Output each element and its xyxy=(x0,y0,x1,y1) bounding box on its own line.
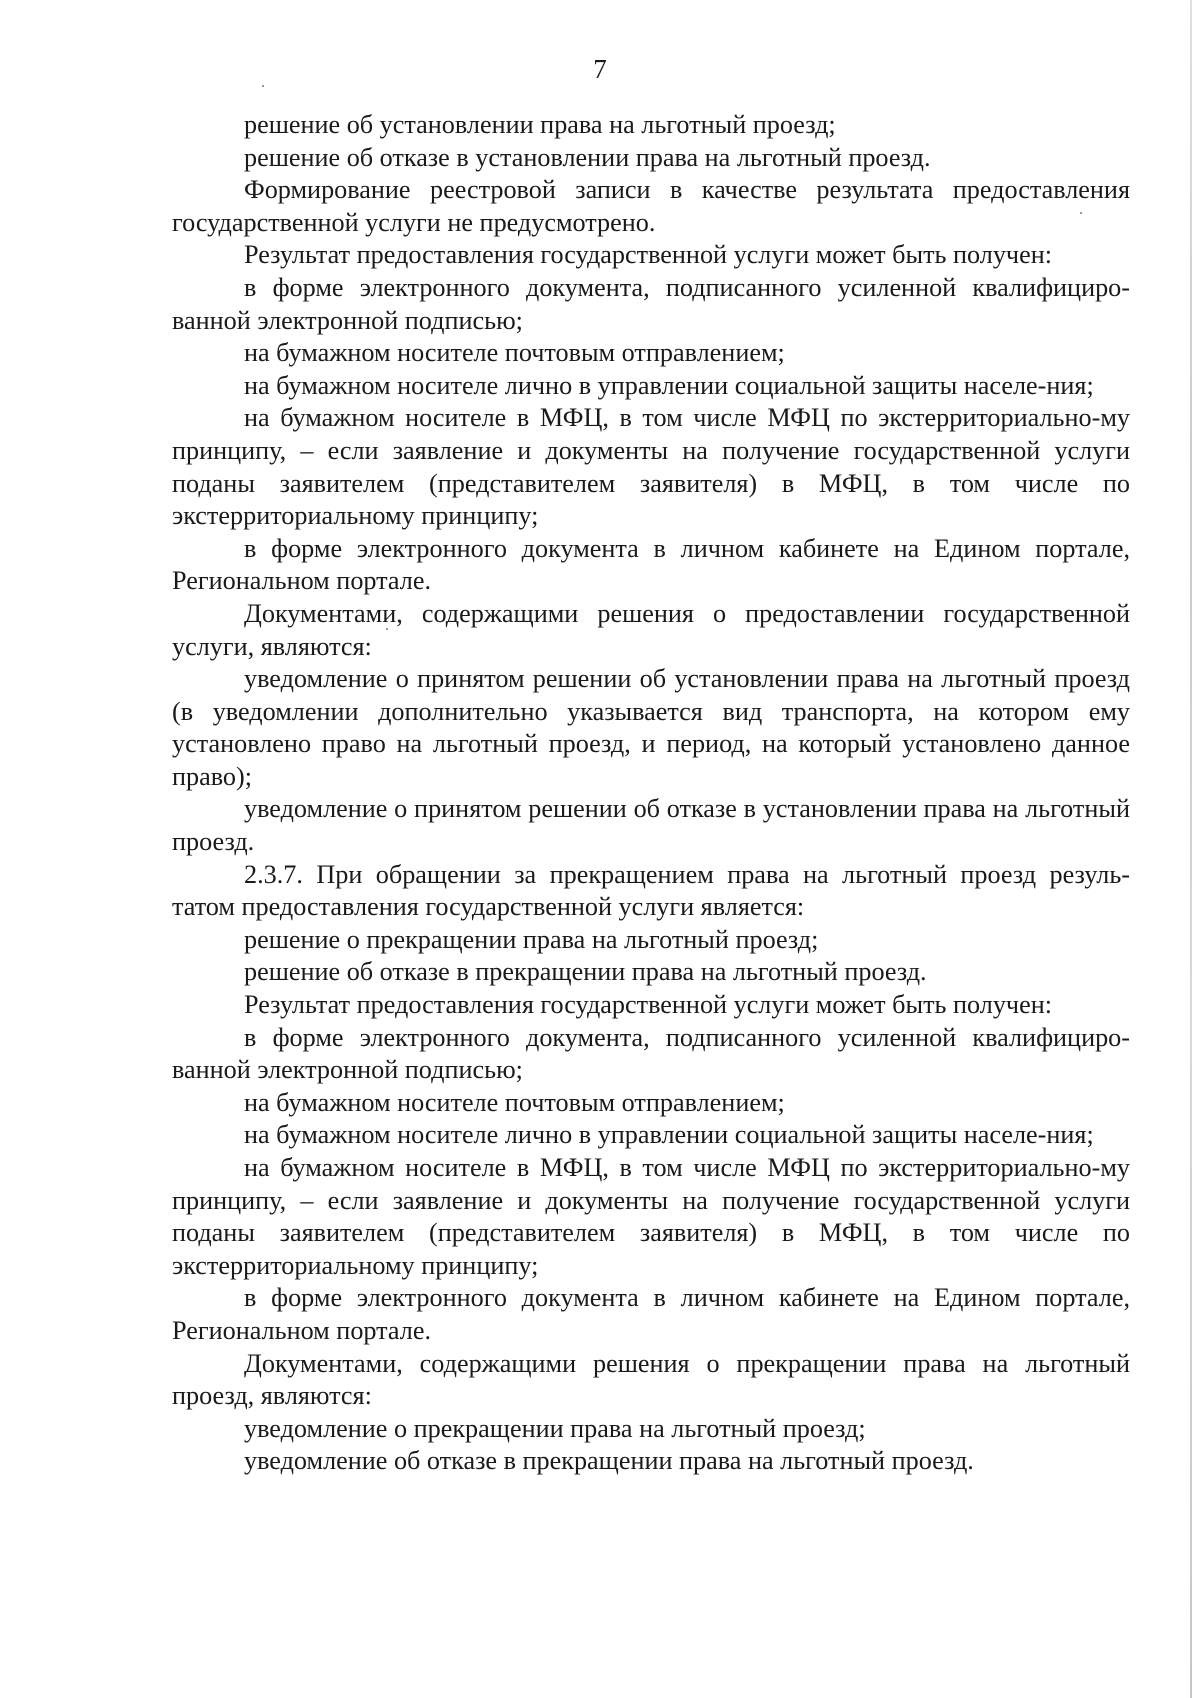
paragraph: Документами, содержащими решения о предоставлении государственной услуги, являются: xyxy=(172,598,1130,661)
paragraph: на бумажном носителе лично в управлении социальной защиты населе-ния; xyxy=(244,1120,1094,1150)
paragraph: на бумажном носителе лично в управлении социальной защиты населе-ния; xyxy=(244,370,1094,400)
paragraph: решение об отказе в прекращении права на льготный проезд. xyxy=(244,957,927,987)
paragraph: Результат предоставления государственной услуги может быть получен: xyxy=(244,990,1053,1020)
paragraph: на бумажном носителе почтовым отправлением; xyxy=(244,338,785,368)
page-number: 7 xyxy=(593,54,607,84)
section-paragraph-2-3-7: 2.3.7. При обращении за прекращением права на льготный проезд резуль-татом предоставления государственной услуги является: xyxy=(172,859,1130,922)
paragraph: в форме электронного документа, подписанного усиленной квалифициро-ванной электронной подписью; xyxy=(172,272,1130,335)
paragraph: уведомление о принятом решении об установлении права на льготный проезд (в уведомлении дополнительно указывается вид транспорта, на котором ему установлено право на льготный проезд, и период, на который установлено данное право); xyxy=(172,664,1130,791)
paragraph: в форме электронного документа в личном кабинете на Едином портале, Региональном портале. xyxy=(172,533,1130,596)
paragraph: Формирование реестровой записи в качестве результата предоставления государственной услуги не предусмотрено. xyxy=(172,175,1130,237)
paragraph: решение об установлении права на льготный проезд; xyxy=(244,110,836,139)
paragraph: уведомление об отказе в прекращении права на льготный проезд. xyxy=(244,1446,974,1476)
paragraph: на бумажном носителе в МФЦ, в том числе МФЦ по экстерриториально-му принципу, – если заявление и документы на получение государственной услуги поданы заявителем (представителем заявителя) в МФЦ, в том числе по экстерриториальному принципу; xyxy=(172,1153,1130,1280)
paragraph: уведомление о прекращении права на льготный проезд; xyxy=(244,1413,866,1443)
paragraph: на бумажном носителе почтовым отправлением; xyxy=(244,1087,785,1117)
paragraph: уведомление о принятом решении об отказе в установлении права на льготный проезд. xyxy=(172,794,1130,857)
paragraph: в форме электронного документа в личном кабинете на Едином портале, Региональном портале. xyxy=(172,1283,1130,1345)
scan-edge-shadow xyxy=(1190,0,1192,1698)
paragraph: решение об отказе в установлении права на льготный проезд. xyxy=(244,142,931,172)
paragraph: Документами, содержащими решения о прекращении права на льготный проезд, являются: xyxy=(172,1348,1130,1411)
paragraph: в форме электронного документа, подписанного усиленной квалифициро-ванной электронной подписью; xyxy=(172,1022,1130,1085)
paragraph: на бумажном носителе в МФЦ, в том числе МФЦ по экстерриториально-му принципу, – если заявление и документы на получение государственной услуги поданы заявителем (представителем заявителя) в МФЦ, в том числе по экстерриториальному принципу; xyxy=(172,403,1130,531)
document-body xyxy=(172,109,1130,1478)
paragraph: Результат предоставления государственной услуги может быть получен: xyxy=(244,240,1053,270)
paragraph: решение о прекращении права на льготный проезд; xyxy=(244,924,819,954)
